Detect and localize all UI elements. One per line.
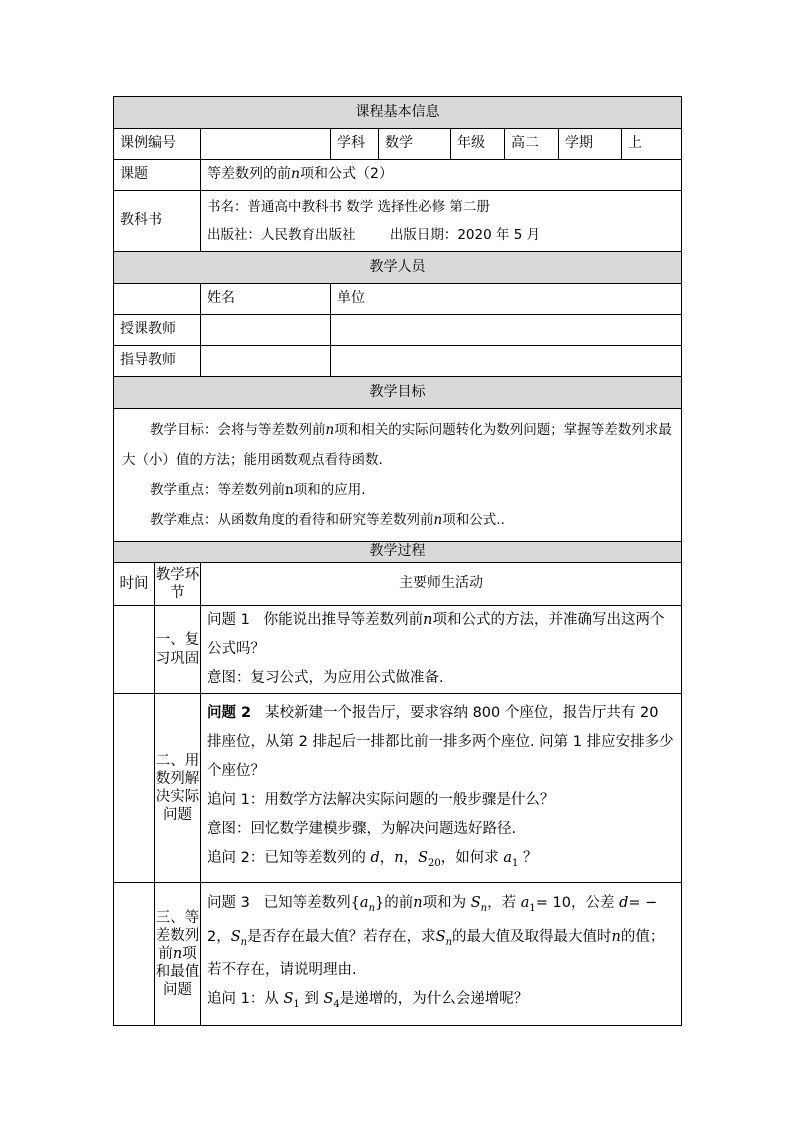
s2-follow-2: 追问 2：已知等差数列的 d，n，$S_{20}$，如何求 $a_1$ ？: [207, 849, 538, 869]
textbook-publish: 出版社：人民教育出版社 出版日期：2020 年 5 月: [207, 227, 541, 243]
lecturer-label: 授课教师: [114, 315, 201, 346]
textbook-info: [201, 191, 682, 252]
teaching-goal: 教学目标：会将与等差数列前n项和相关的实际问题转化为数列问题；掌握等差数列求最大（小）值的方法；能用函数观点看待函数.: [122, 422, 672, 468]
s3-question: 问题 3 已知等差数列$\{a_n\}$的前n项和为 $S_n$，若 $a_1= 10$，公差 d= − 2，$S_n$是否存在最大值？若存在，求$S_n$的最大值及取得最大值时n的值；若不存在，请说明理由.: [207, 894, 665, 979]
term-value: 上: [622, 129, 682, 160]
s3-stage: 三、等差数列前n项和最值问题: [155, 883, 201, 1026]
s2-question: 问题 2 某校新建一个报告厅，要求容纳 800 个座位，报告厅共有 20 排座位，从第 2 排起后一排都比前一排多两个座位. 问第 1 排应安排多少个座位？: [207, 704, 674, 779]
s3-time: [114, 883, 155, 1026]
case-no-value: [201, 129, 331, 160]
s2-time: [114, 694, 155, 883]
goals-body: [114, 409, 682, 542]
teaching-key-point: 教学重点：等差数列前n项和的应用.: [150, 482, 366, 498]
topic-label: 课题: [114, 160, 201, 191]
s3-follow-1: 追问 1：从 $S_1$ 到 $S_4$是递增的，为什么会递增呢？: [207, 991, 529, 1011]
process-header: 教学过程: [114, 542, 682, 563]
s2-activity: [201, 694, 682, 883]
s1-question: 问题 1 你能说出推导等差数列前n项和公式的方法，并准确写出这两个公式吗？: [207, 612, 665, 657]
topic-value: 等差数列的前n项和公式（2）: [201, 160, 682, 191]
s1-activity: [201, 606, 682, 694]
col-time: 时间: [114, 563, 155, 606]
subject-value: 数学: [379, 129, 451, 160]
goals-header: 教学目标: [114, 377, 682, 409]
textbook-label: 教科书: [114, 191, 201, 252]
basic-info-header: 课程基本信息: [114, 97, 682, 129]
staff-blank-cell: [114, 284, 201, 315]
staff-name-col: 姓名: [201, 284, 331, 315]
term-label: 学期: [559, 129, 622, 160]
s1-stage: 一、复习巩固: [155, 606, 201, 694]
textbook-title: 书名：普通高中教科书 数学 选择性必修 第二册: [207, 199, 490, 215]
s2-intent: 意图：回忆数学建模步骤，为解决问题选好路径.: [207, 820, 517, 837]
lecturer-name: [201, 315, 331, 346]
subject-label: 学科: [331, 129, 379, 160]
lecturer-unit: [331, 315, 682, 346]
advisor-label: 指导教师: [114, 346, 201, 377]
staff-unit-col: 单位: [331, 284, 682, 315]
grade-value: 高二: [505, 129, 559, 160]
lesson-plan-table: [113, 96, 682, 1026]
grade-label: 年级: [451, 129, 505, 160]
s2-stage: 二、用数列解决实际问题: [155, 694, 201, 883]
col-stage: 教学环节: [155, 563, 201, 606]
s3-activity: [201, 883, 682, 1026]
s2-follow-1: 追问 1：用数学方法解决实际问题的一般步骤是什么？: [207, 791, 555, 808]
teaching-difficulty: 教学难点：从函数角度的看待和研究等差数列前n项和公式..: [150, 512, 505, 528]
case-no-label: 课例编号: [114, 129, 201, 160]
staff-header: 教学人员: [114, 252, 682, 284]
s1-intent: 意图：复习公式，为应用公式做准备.: [207, 670, 444, 686]
s1-time: [114, 606, 155, 694]
col-activity: 主要师生活动: [201, 563, 682, 606]
advisor-name: [201, 346, 331, 377]
advisor-unit: [331, 346, 682, 377]
